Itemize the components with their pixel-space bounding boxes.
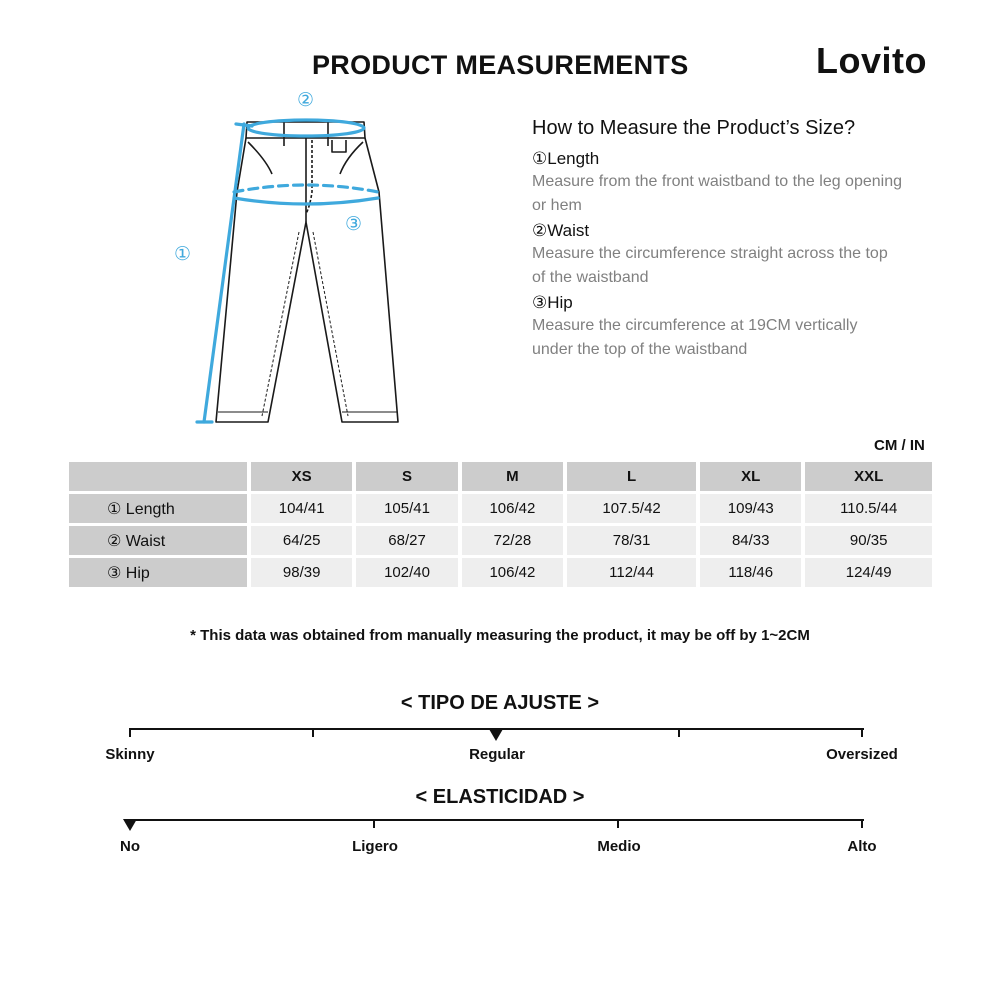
step-waist-title: ②Waist bbox=[532, 221, 590, 240]
step-hip-title: ③Hip bbox=[532, 293, 573, 312]
fit-label-oversized: Oversized bbox=[826, 746, 898, 763]
size-table bbox=[65, 459, 936, 590]
brand-logo: Lovito bbox=[816, 40, 927, 81]
elasticity-tick bbox=[861, 819, 863, 828]
table-header-row bbox=[69, 462, 932, 491]
table-cell: 98/39 bbox=[251, 558, 352, 587]
page-title: PRODUCT MEASUREMENTS bbox=[312, 50, 689, 80]
step-length-title: ①Length bbox=[532, 149, 600, 168]
column-header: XS bbox=[251, 462, 352, 491]
elasticity-label-medio: Medio bbox=[597, 838, 641, 855]
table-corner bbox=[69, 462, 247, 491]
elasticity-label-alto: Alto bbox=[847, 838, 877, 855]
table-cell: 102/40 bbox=[356, 558, 457, 587]
table-cell: 110.5/44 bbox=[805, 494, 932, 523]
table-cell: 106/42 bbox=[462, 494, 563, 523]
row-header: ② Waist bbox=[69, 526, 247, 555]
table-cell: 68/27 bbox=[356, 526, 457, 555]
fit-scale-title: < TIPO DE AJUSTE > bbox=[400, 692, 600, 714]
table-cell: 90/35 bbox=[805, 526, 932, 555]
table-row bbox=[69, 494, 932, 523]
length-marker: ① bbox=[174, 243, 192, 265]
fit-selected-marker bbox=[489, 729, 503, 741]
elasticity-scale-line bbox=[130, 819, 864, 821]
column-header: L bbox=[567, 462, 696, 491]
step-waist-desc: Measure the circumference straight across the top of the waistband bbox=[532, 245, 888, 286]
units-label: CM / IN bbox=[874, 437, 925, 454]
table-cell: 106/42 bbox=[462, 558, 563, 587]
fit-label-regular: Regular bbox=[469, 746, 525, 763]
measure-instructions bbox=[532, 117, 902, 364]
measurement-note: * This data was obtained from manually measuring the product, it may be off by 1~2CM bbox=[190, 627, 810, 644]
elasticity-label-no: No bbox=[120, 838, 140, 855]
pants-diagram bbox=[160, 82, 420, 432]
table-cell: 72/28 bbox=[462, 526, 563, 555]
elasticity-selected-marker bbox=[123, 819, 137, 831]
row-header: ③ Hip bbox=[69, 558, 247, 587]
step-hip-desc: Measure the circumference at 19CM vertically under the top of the waistband bbox=[532, 317, 858, 358]
fit-tick bbox=[129, 728, 131, 737]
column-header: M bbox=[462, 462, 563, 491]
fit-tick bbox=[861, 728, 863, 737]
table-cell: 78/31 bbox=[567, 526, 696, 555]
step-length-desc: Measure from the front waistband to the leg opening or hem bbox=[532, 173, 902, 214]
row-header: ① Length bbox=[69, 494, 247, 523]
column-header: S bbox=[356, 462, 457, 491]
table-row bbox=[69, 558, 932, 587]
elasticity-label-ligero: Ligero bbox=[352, 838, 398, 855]
table-cell: 84/33 bbox=[700, 526, 801, 555]
fit-tick bbox=[312, 728, 314, 737]
table-row bbox=[69, 526, 932, 555]
fit-tick bbox=[678, 728, 680, 737]
column-header: XXL bbox=[805, 462, 932, 491]
waist-marker: ② bbox=[297, 89, 315, 111]
column-header: XL bbox=[700, 462, 801, 491]
table-cell: 124/49 bbox=[805, 558, 932, 587]
elasticity-scale-title: < ELASTICIDAD > bbox=[415, 786, 585, 808]
elasticity-tick bbox=[373, 819, 375, 828]
table-cell: 109/43 bbox=[700, 494, 801, 523]
fit-label-skinny: Skinny bbox=[105, 746, 155, 763]
table-cell: 112/44 bbox=[567, 558, 696, 587]
elasticity-tick bbox=[617, 819, 619, 828]
table-cell: 104/41 bbox=[251, 494, 352, 523]
table-cell: 107.5/42 bbox=[567, 494, 696, 523]
instructions-heading: How to Measure the Product’s Size? bbox=[532, 117, 856, 139]
table-cell: 118/46 bbox=[700, 558, 801, 587]
table-cell: 105/41 bbox=[356, 494, 457, 523]
table-cell: 64/25 bbox=[251, 526, 352, 555]
hip-marker: ③ bbox=[345, 213, 363, 235]
